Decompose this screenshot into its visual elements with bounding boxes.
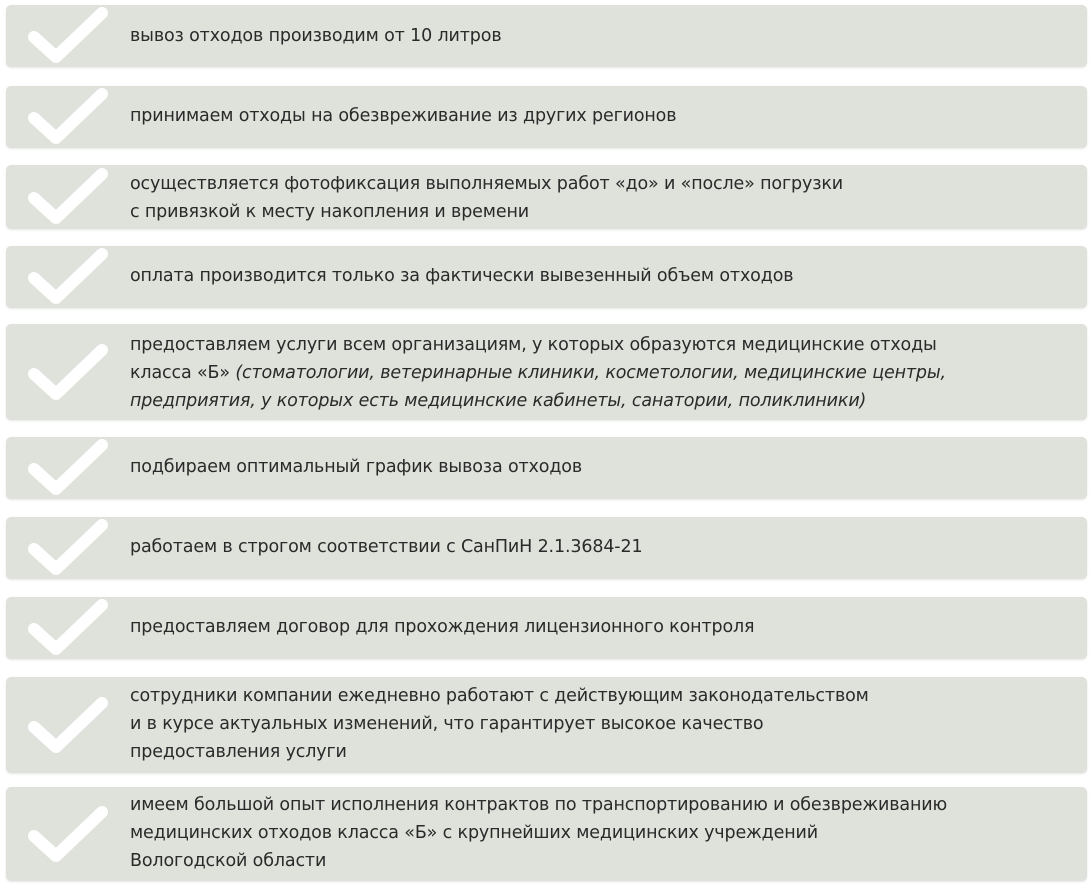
checkmark-icon xyxy=(26,168,110,226)
item-text-line: осуществляется фотофиксация выполняемых работ «до» и «после» погрузки xyxy=(130,174,843,194)
checkmark-icon xyxy=(26,519,110,577)
checkmark-icon xyxy=(26,439,110,497)
item-text: предоставляем договор для прохождения лицензионного контроля xyxy=(130,617,755,637)
item-text-italic: (стоматологии, ветеринарные клиники, косметологии, медицинские центры, xyxy=(235,363,946,383)
checkmark-icon xyxy=(26,344,110,402)
item-text-line: имеем большой опыт исполнения контрактов по транспортированию и обезвреживанию xyxy=(130,795,948,815)
checkmark-icon xyxy=(26,7,110,65)
item-text: работаем в строгом соответствии с СанПиН 2.1.3684-21 xyxy=(130,537,643,557)
item-text-line: предоставляем услуги всем организациям, у которых образуются медицинские отходы xyxy=(130,335,937,355)
item-text: подбираем оптимальный график вывоза отходов xyxy=(130,457,582,477)
item-text-plain: класса «Б» xyxy=(130,363,236,383)
list-item xyxy=(6,787,1087,881)
checkmark-icon xyxy=(26,806,110,864)
list-item xyxy=(6,165,1087,229)
list-item xyxy=(6,597,1087,659)
item-text-italic: предприятия, у которых есть медицинские кабинеты, санатории, поликлиники) xyxy=(130,391,867,411)
list-item xyxy=(6,437,1087,499)
checkmark-icon xyxy=(26,697,110,755)
checkmark-icon xyxy=(26,248,110,306)
item-text: вывоз отходов производим от 10 литров xyxy=(130,26,502,46)
item-text-line: с привязкой к месту накопления и времени xyxy=(130,202,529,222)
item-text-line: медицинских отходов класса «Б» с крупнейших медицинских учреждений xyxy=(130,823,818,843)
list-item xyxy=(6,324,1087,420)
list-item xyxy=(6,246,1087,308)
list-item xyxy=(6,677,1087,773)
item-text-line: предоставления услуги xyxy=(130,742,347,762)
list-item xyxy=(6,86,1087,148)
list-item xyxy=(6,5,1087,67)
item-text-line: и в курсе актуальных изменений, что гарантирует высокое качество xyxy=(130,714,764,734)
checkmark-icon xyxy=(26,88,110,146)
item-text-line xyxy=(130,359,1075,387)
item-text: оплата производится только за фактически вывезенный объем отходов xyxy=(130,266,794,286)
list-item xyxy=(6,517,1087,579)
checkmark-icon xyxy=(26,599,110,657)
item-text: принимаем отходы на обезвреживание из других регионов xyxy=(130,106,677,126)
item-text-line: сотрудники компании ежедневно работают с действующим законодательством xyxy=(130,686,869,706)
item-text-line: Вологодской области xyxy=(130,851,327,871)
